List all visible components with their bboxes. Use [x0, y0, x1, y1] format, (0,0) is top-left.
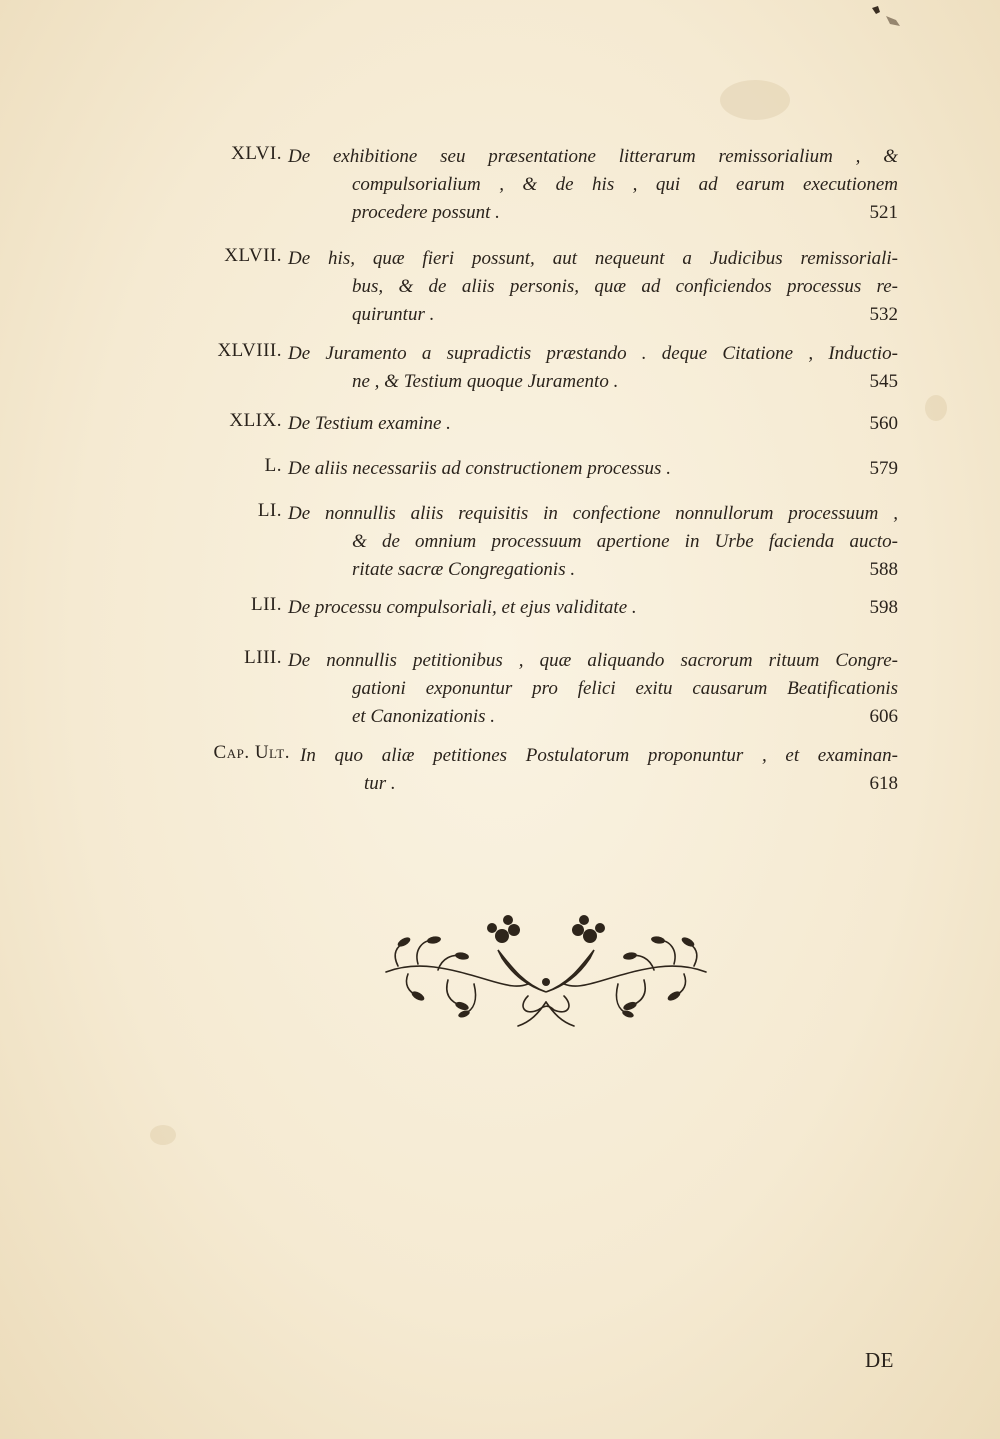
title-line: De aliis necessariis ad constructionem processus .: [288, 458, 671, 479]
paper-stain: [925, 395, 947, 421]
title-line: gationi exponuntur pro felici exitu causarum Beatificationis: [352, 678, 898, 699]
chapter-number: LI.: [257, 500, 282, 521]
chapter-number: XLVI.: [231, 143, 282, 164]
title-line: De his, quæ fieri possunt, aut nequeunt a Judicibus remissoriali-: [288, 248, 898, 269]
title-line: & de omnium processuum apertione in Urbe facienda aucto-: [352, 531, 898, 552]
title-last-line: [288, 301, 898, 329]
chapter-title: [288, 340, 898, 396]
title-last-line: [288, 594, 898, 622]
paper-stain: [720, 80, 790, 120]
title-line: quiruntur .: [352, 304, 435, 325]
title-line: tur .: [364, 773, 396, 794]
title-line: De Juramento a supradictis præstando . deque Citatione , Inductio-: [288, 343, 898, 364]
title-line: De Testium examine .: [288, 413, 451, 434]
page-number: 560: [869, 413, 898, 434]
title-last-line: [288, 703, 898, 731]
cornucopia-ornament-icon: [378, 910, 714, 1032]
chapter-number: XLIX.: [229, 410, 282, 431]
title-line: In quo aliæ petitiones Postulatorum proponuntur , et examinan-: [300, 745, 898, 766]
chapter-title: [300, 742, 898, 798]
title-line: De processu compulsoriali, et ejus validitate .: [288, 597, 637, 618]
chapter-title: [288, 410, 898, 438]
chapter-title: [288, 500, 898, 584]
title-last-line: [288, 556, 898, 584]
chapter-number: XLVIII.: [217, 340, 282, 361]
chapter-title: [288, 455, 898, 483]
title-line: De nonnullis aliis requisitis in confectione nonnullorum processuum ,: [288, 503, 898, 524]
page-number: 598: [869, 597, 898, 618]
page-number: 532: [869, 304, 898, 325]
title-line: bus, & de aliis personis, quæ ad conficiendos processus re-: [352, 276, 898, 297]
title-line: procedere possunt .: [352, 202, 500, 223]
chapter-title: [288, 647, 898, 731]
title-line: De exhibitione seu præsentatione litterarum remissorialium , &: [288, 146, 898, 167]
page-number: 606: [869, 706, 898, 727]
title-line: et Canonizationis .: [352, 706, 496, 727]
title-last-line: [288, 410, 898, 438]
title-line: ritate sacræ Congregationis .: [352, 559, 576, 580]
chapter-number: XLVII.: [224, 245, 282, 266]
chapter-number: LII.: [250, 594, 282, 615]
paper-stain: [150, 1125, 176, 1145]
catchword: DE: [865, 1348, 894, 1372]
chapter-number: Cap. Ult.: [213, 742, 290, 763]
title-line: ne , & Testium quoque Juramento .: [352, 371, 619, 392]
page-number: 618: [869, 773, 898, 794]
ink-smudge-icon: [870, 4, 910, 28]
title-line: compulsorialium , & de his , qui ad earum executionem: [352, 174, 898, 195]
chapter-title: [288, 245, 898, 329]
chapter-number: LIII.: [244, 647, 282, 668]
page-number: 545: [869, 371, 898, 392]
title-last-line: [288, 455, 898, 483]
page-number: 521: [869, 202, 898, 223]
title-last-line: [288, 199, 898, 227]
chapter-title: [288, 594, 898, 622]
page-number: 579: [869, 458, 898, 479]
chapter-title: [288, 143, 898, 227]
title-line: De nonnullis petitionibus , quæ aliquando sacrorum rituum Congre-: [288, 650, 898, 671]
title-last-line: [300, 770, 898, 798]
page-number: 588: [869, 559, 898, 580]
title-last-line: [288, 368, 898, 396]
chapter-number: L.: [264, 455, 282, 476]
